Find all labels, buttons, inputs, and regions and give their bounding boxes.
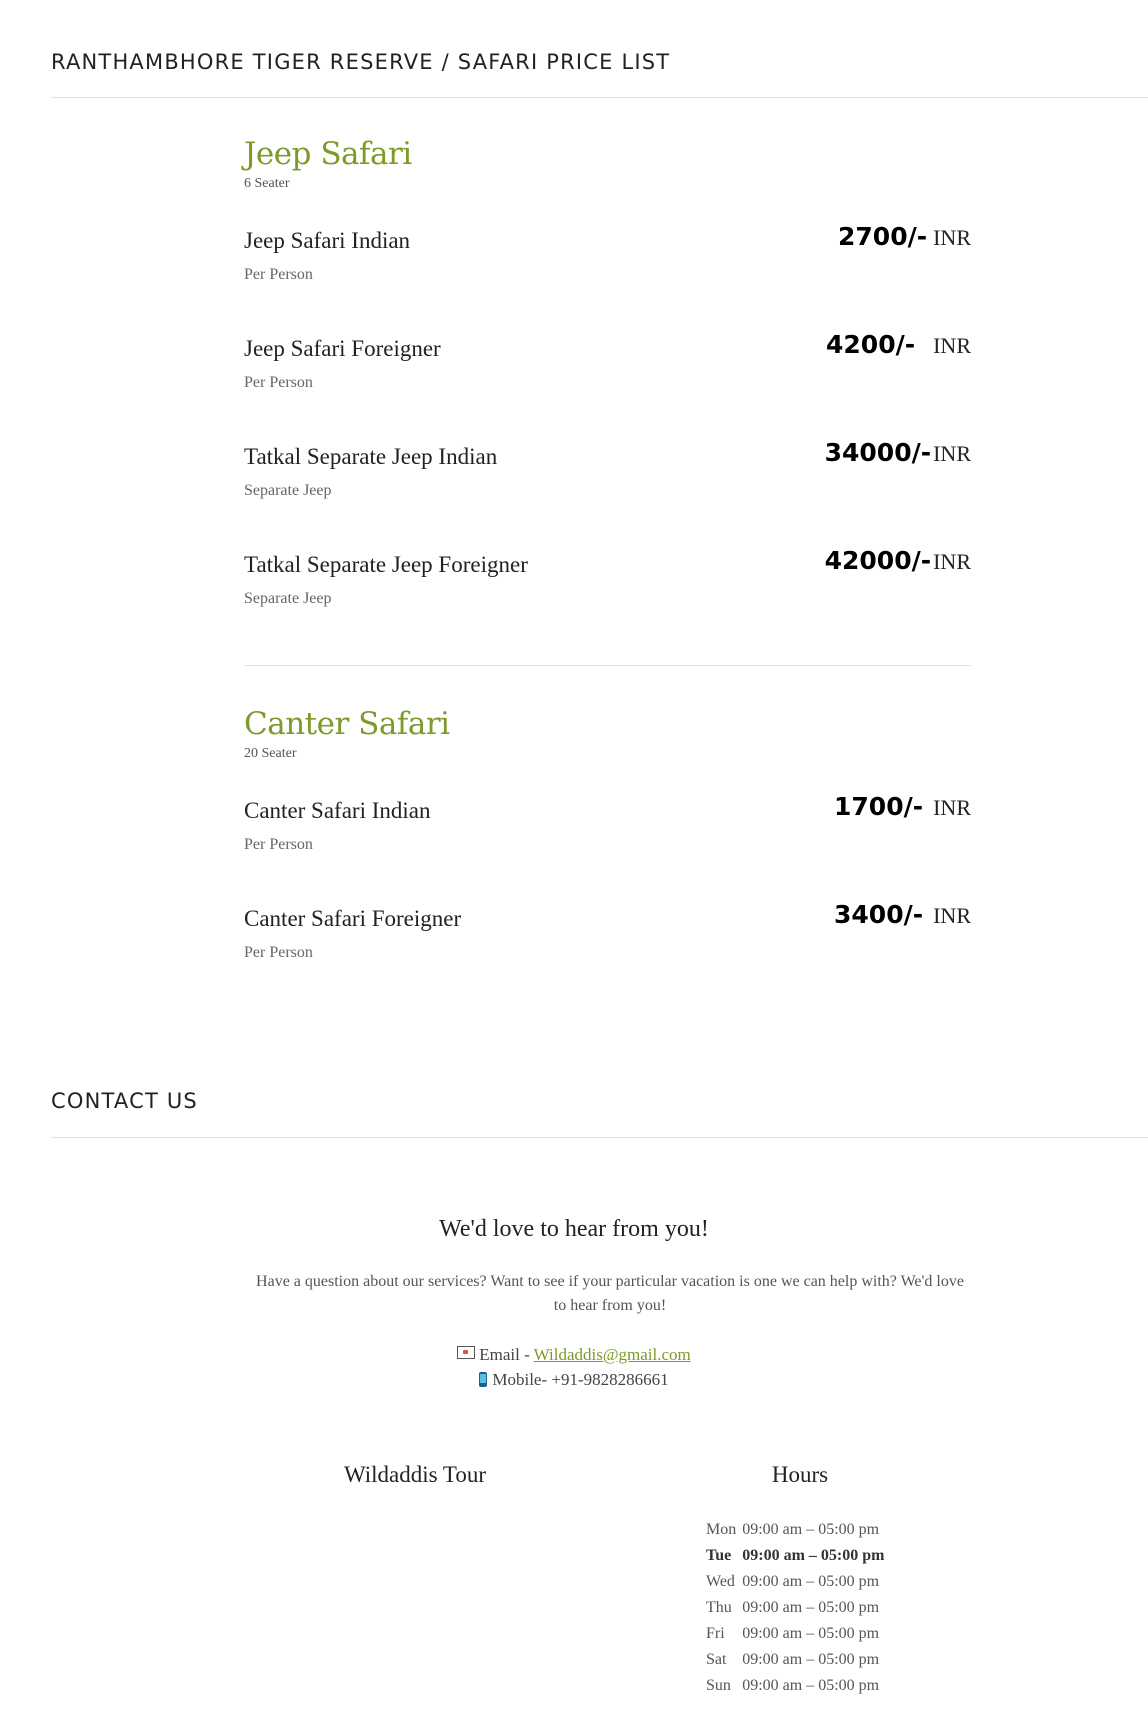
item-price [825,546,971,575]
item-name: Tatkal Separate Jeep Indian [244,444,498,469]
hours-day: Fri [706,1625,725,1642]
item-name: Tatkal Separate Jeep Foreigner [244,552,528,577]
item-description: Per Person [244,836,313,853]
email-line [0,1342,1148,1367]
mobile-phone-icon [479,1372,487,1387]
menu-item [244,438,971,524]
price-currency: INR [933,441,971,466]
price-currency: INR [933,333,971,358]
menu-subtitle: 6 Seater [244,176,290,191]
hours-day: Sat [706,1651,727,1668]
menu-jeep-safari [244,136,971,607]
item-price [838,222,971,251]
hours-time: 09:00 am – 05:00 pm [742,1599,880,1616]
hours-title: Hours [771,1462,829,1487]
item-name: Jeep Safari Foreigner [244,336,441,361]
contact-details [0,1342,1148,1392]
price-list-title: RANTHAMBHORE TIGER RESERVE / SAFARI PRICE LIST [51,50,671,74]
menu-subtitle: 20 Seater [244,746,297,761]
menu-item [244,330,971,416]
hours-row [706,1569,890,1595]
price-amount: 2700/- [838,222,928,251]
price-currency: INR [933,903,971,928]
item-price [834,900,971,929]
hours-time: 09:00 am – 05:00 pm [742,1625,880,1642]
item-price [826,330,971,359]
price-amount: 34000/- [824,438,932,467]
menu-item [244,900,971,986]
hours-row-today [706,1543,890,1569]
hours-row [706,1673,890,1699]
item-name: Canter Safari Indian [244,798,431,823]
item-name: Canter Safari Foreigner [244,906,462,931]
business-name: Wildaddis Tour [343,1462,487,1487]
hours-time: 09:00 am – 05:00 pm [742,1521,880,1538]
menu-title: Canter Safari [244,706,450,742]
hours-row [706,1621,890,1647]
item-description: Per Person [244,374,313,391]
hours-time: 09:00 am – 05:00 pm [742,1651,880,1668]
contact-title: CONTACT US [51,1089,198,1113]
menu-item [244,792,971,878]
contact-intro: Have a question about our services? Want to see if your particular vacation is one we can help with? We'd love to hear from you! [256,1273,964,1314]
item-description: Separate Jeep [244,590,332,607]
price-currency: INR [933,225,971,250]
price-amount: 1700/- [834,792,924,821]
contact-heading: We'd love to hear from you! [439,1216,709,1242]
hours-time: 09:00 am – 05:00 pm [742,1677,880,1694]
hours-day: Tue [706,1547,732,1564]
email-link[interactable]: Wildaddis@gmail.com [533,1345,691,1364]
price-currency: INR [933,549,971,574]
item-description: Separate Jeep [244,482,332,499]
mobile-text: Mobile- +91-9828286661 [492,1370,669,1389]
envelope-icon [457,1346,475,1359]
hours-row [706,1517,890,1543]
item-name: Jeep Safari Indian [244,228,411,253]
item-price [825,438,971,467]
hours-day: Thu [706,1599,732,1616]
hours-day: Mon [706,1521,737,1538]
hours-time: 09:00 am – 05:00 pm [742,1547,885,1564]
menu-item [244,222,971,308]
mobile-line [0,1367,1148,1392]
hours-row [706,1647,890,1673]
hours-row [706,1595,890,1621]
hours-day: Sun [706,1677,731,1694]
item-description: Per Person [244,266,313,283]
hours-day: Wed [706,1573,735,1590]
price-amount: 3400/- [834,900,924,929]
menu-canter-safari [244,706,971,961]
item-price [834,792,971,821]
item-description: Per Person [244,944,313,961]
hours-table [706,1517,890,1699]
price-amount: 42000/- [824,546,932,575]
hours-time: 09:00 am – 05:00 pm [742,1573,880,1590]
email-label: Email - [479,1345,534,1364]
price-amount: 4200/- [826,330,916,359]
price-list-header [51,50,1148,98]
menu-item [244,546,971,632]
price-currency: INR [933,795,971,820]
menu-title: Jeep Safari [244,136,412,172]
menu-divider [244,665,971,666]
contact-header [51,1089,1148,1138]
